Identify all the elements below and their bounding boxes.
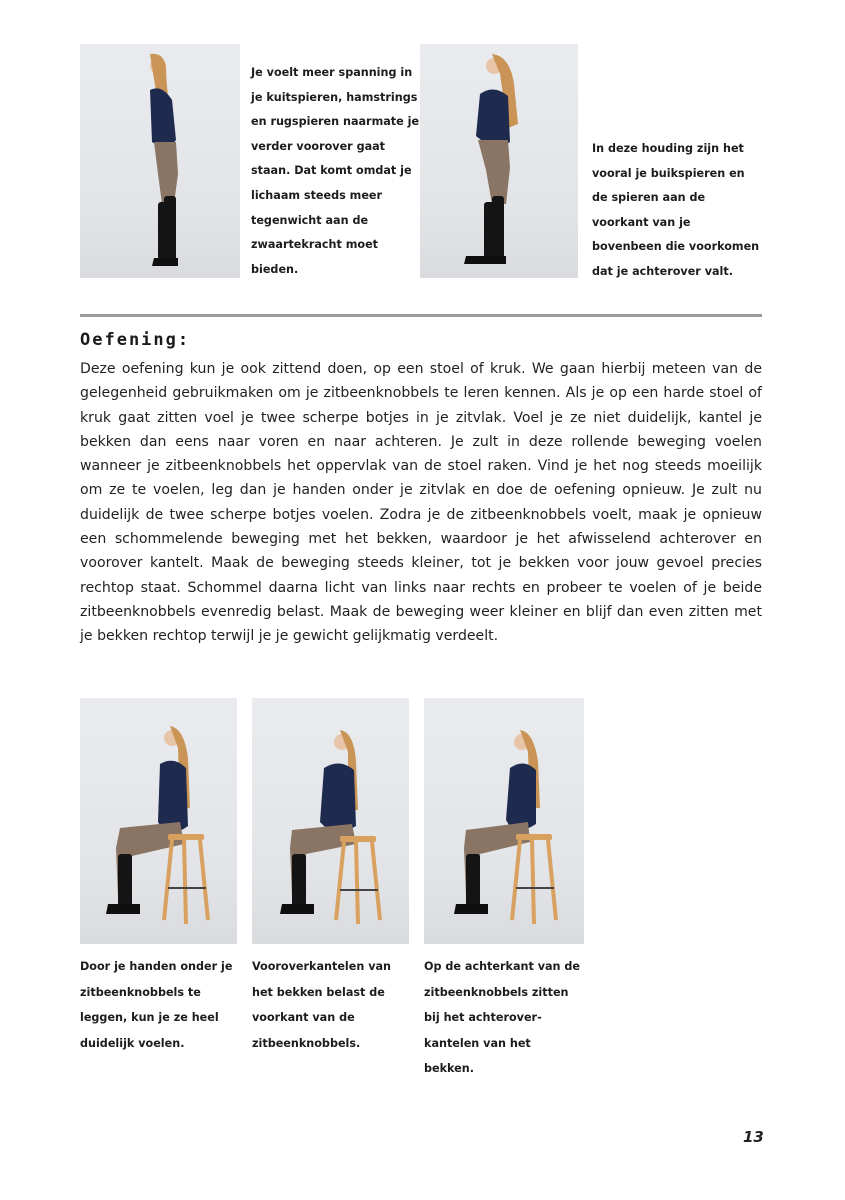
photo-standing-leaning-forward [80,44,240,278]
caption-sitting-hands: Door je handen onder je zitbeenknobbels te leggen, kun je ze heel duidelijk voelen. [80,960,233,1050]
seated-figure-illustration [252,698,409,944]
seated-figure-illustration [80,698,237,944]
caption-standing-forward: Je voelt meer spanning in je kuitspieren, hamstrings en rugspieren naarmate je verder voorover gaat staan. Dat komt omdat je lichaam steeds meer tegenwicht aan de zwaartekracht moet bieden. [251,66,420,276]
standing-figure-illustration [420,44,578,278]
caption-sitting-forward: Vooroverkantelen van het bekken belast de voorkant van de zitbeenknobbels. [252,960,391,1050]
photo-standing-leaning-back [420,44,578,278]
page-number: 13 [743,1128,764,1146]
photo-sitting-hands-under [80,698,237,944]
caption-standing-back: In deze houding zijn het vooral je buikspieren en de spieren aan de voorkant van je bovenbeen die voorkomen dat je achterover valt. [592,142,760,278]
section-divider [80,314,762,317]
photo-sitting-tilt-back [424,698,584,944]
standing-figure-illustration [80,44,240,278]
exercise-heading: Oefening: [80,330,191,350]
seated-figure-illustration [424,698,584,944]
photo-sitting-tilt-forward [252,698,409,944]
exercise-body-text: Deze oefening kun je ook zittend doen, op een stoel of kruk. We gaan hierbij meteen van de gelegenheid gebruikmaken om je zitbeenknobbels te leren kennen. Als je op een harde stoel of kruk gaat zitten voel je twee scherpe botjes in je zitvlak. Voel je ze niet duidelijk, kantel je bekken dan eens naar voren en naar achteren. Je zult in deze rollende beweging voelen wanneer je zitbeenknobbels het oppervlak van de stoel raken. Vind je het nog steeds moeilijk om ze te voelen, leg dan je handen onder je zitvlak en doe de oefening opnieuw. Je zult nu duidelijk de twee scherpe botjes voelen. Zodra je de zitbeenknobbels voelt, maak je opnieuw een schommelende beweging met het bekken, waardoor je het afwisselend achterover en voorover kantelt. Maak de beweging steeds kleiner, tot je bekken voor jouw gevoel precies rechtop staat. Schommel daarna licht van links naar rechts en probeer te voelen of je beide zitbeenknobbels evenredig belast. Maak de beweging weer kleiner en blijf dan even zitten met je bekken rechtop terwijl je je gewicht gelijkmatig verdeelt. [80,361,762,645]
caption-sitting-back: Op de achterkant van de zitbeenknobbels zitten bij het achteroverkantelen van het bekken. [424,960,580,1075]
